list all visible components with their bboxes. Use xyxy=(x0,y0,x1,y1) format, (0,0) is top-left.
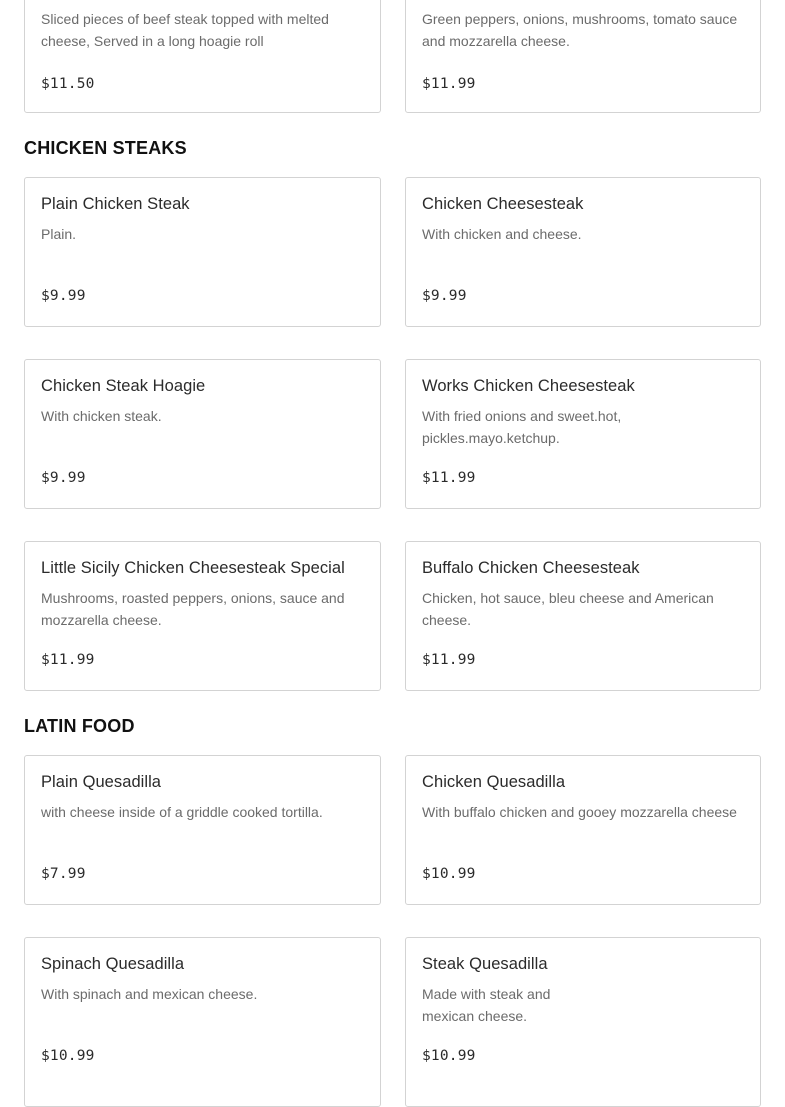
menu-item-description: Made with steak and mexican cheese. xyxy=(422,986,551,1024)
menu-item-card[interactable] xyxy=(405,937,761,1107)
menu-item-name: Plain Quesadilla xyxy=(41,773,162,791)
menu-item-name: Chicken Steak Hoagie xyxy=(41,377,206,395)
menu-item-name: Spinach Quesadilla xyxy=(41,955,185,973)
menu-item-card[interactable] xyxy=(24,0,381,113)
menu-item-price: $11.99 xyxy=(41,652,95,668)
menu-item-card[interactable] xyxy=(24,541,381,691)
menu-item-name: Steak Quesadilla xyxy=(422,955,548,973)
menu-item-description: Mushrooms, roasted peppers, onions, sauce and mozzarella cheese. xyxy=(41,590,345,628)
menu-item-description: Chicken, hot sauce, bleu cheese and American cheese. xyxy=(422,590,714,628)
menu-item-card[interactable] xyxy=(405,541,761,691)
menu-item-name: Chicken Cheesesteak xyxy=(422,195,584,213)
menu-item-name: Works Chicken Cheesesteak xyxy=(422,377,635,395)
menu-item-price: $11.99 xyxy=(422,652,476,668)
menu-item-name: Chicken Quesadilla xyxy=(422,773,566,791)
menu-item-card[interactable] xyxy=(24,937,381,1107)
menu-item-description: Green peppers, onions, mushrooms, tomato sauce and mozzarella cheese. xyxy=(422,11,738,49)
menu-item-description: With spinach and mexican cheese. xyxy=(41,986,258,1002)
section-title-latin-food: LATIN FOOD xyxy=(24,716,135,736)
menu-item-name: Buffalo Chicken Cheesesteak xyxy=(422,559,640,577)
menu-item-card[interactable] xyxy=(24,177,381,327)
menu-item-price: $9.99 xyxy=(41,470,86,486)
menu-item-price: $11.50 xyxy=(41,76,95,92)
menu-item-price: $9.99 xyxy=(41,288,86,304)
menu-item-price: $10.99 xyxy=(422,1048,476,1064)
menu-item-price: $10.99 xyxy=(41,1048,95,1064)
menu-item-description: Plain. xyxy=(41,226,77,242)
menu-item-card[interactable] xyxy=(24,359,381,509)
menu-item-description: with cheese inside of a griddle cooked tortilla. xyxy=(41,804,323,820)
menu-item-name: Plain Chicken Steak xyxy=(41,195,190,213)
section-title-chicken-steaks: CHICKEN STEAKS xyxy=(24,138,187,158)
menu-item-description: With chicken and cheese. xyxy=(422,226,582,242)
menu-item-card[interactable] xyxy=(405,359,761,509)
menu-item-name: Little Sicily Chicken Cheesesteak Special xyxy=(41,559,345,577)
menu-item-price: $11.99 xyxy=(422,76,476,92)
menu-item-description: With buffalo chicken and gooey mozzarella cheese xyxy=(422,804,737,820)
menu-item-price: $10.99 xyxy=(422,866,476,882)
menu-item-description: Sliced pieces of beef steak topped with melted cheese, Served in a long hoagie roll xyxy=(41,11,329,49)
menu-item-card[interactable] xyxy=(24,755,381,905)
menu-item-price: $9.99 xyxy=(422,288,467,304)
menu-item-price: $7.99 xyxy=(41,866,86,882)
menu-item-card[interactable] xyxy=(405,0,761,113)
menu-item-price: $11.99 xyxy=(422,470,476,486)
menu-item-description: With fried onions and sweet.hot, pickles.mayo.ketchup. xyxy=(422,408,622,446)
menu-item-card[interactable] xyxy=(405,755,761,905)
menu-item-description: With chicken steak. xyxy=(41,408,162,424)
menu-item-card[interactable] xyxy=(405,177,761,327)
